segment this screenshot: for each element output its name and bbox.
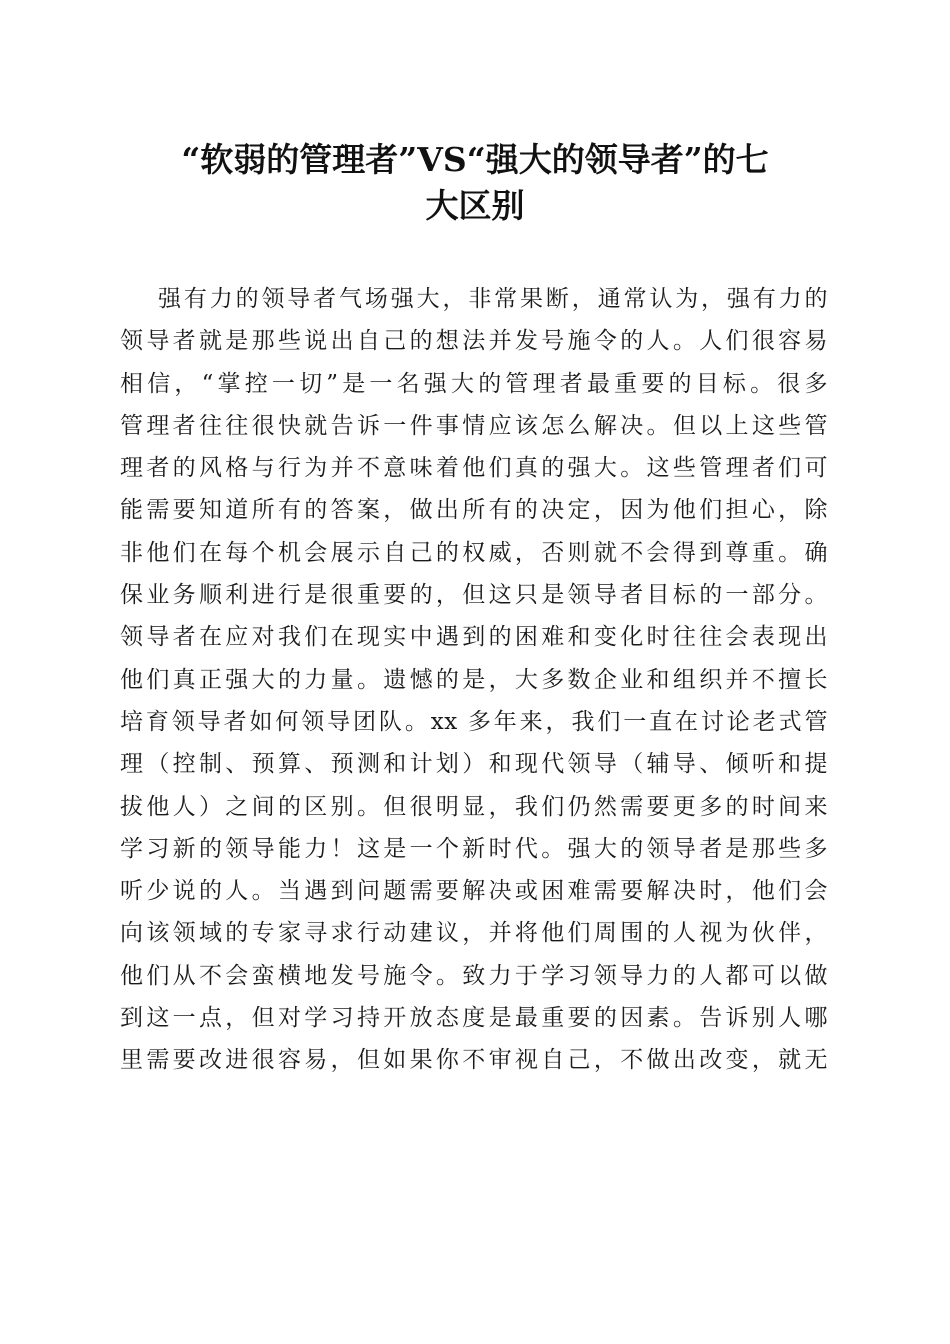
body-line: 管理者往往很快就告诉一件事情应该怎么解决。但以上这些管 bbox=[120, 412, 828, 439]
body-line: 听少说的人。当遇到问题需要解决或困难需要解决时，他们会 bbox=[120, 878, 828, 905]
document-title bbox=[120, 137, 830, 229]
body-line: 强有力的领导者气场强大，非常果断，通常认为，强有力的 bbox=[158, 286, 828, 312]
body-line: 相信，“掌控一切”是一名强大的管理者最重要的目标。很多 bbox=[120, 370, 828, 397]
body-line: 领导者在应对我们在现实中遇到的困难和变化时往往会表现出 bbox=[120, 624, 828, 651]
body-line: 他们从不会蛮横地发号施令。致力于学习领导力的人都可以做 bbox=[120, 962, 828, 989]
body-line: 向该领域的专家寻求行动建议，并将他们周围的人视为伙伴， bbox=[120, 920, 828, 947]
body-line: 能需要知道所有的答案，做出所有的决定，因为他们担心，除 bbox=[120, 497, 828, 524]
body-line: 非他们在每个机会展示自己的权威，否则就不会得到尊重。确 bbox=[120, 539, 828, 566]
title-line-1: “软弱的管理者”VS“强大的领导者”的七 bbox=[181, 140, 769, 179]
title-line-2: 大区别 bbox=[425, 186, 525, 225]
body-line: 理者的风格与行为并不意味着他们真的强大。这些管理者们可 bbox=[120, 455, 828, 482]
body-line: 领导者就是那些说出自己的想法并发号施令的人。人们很容易 bbox=[120, 328, 828, 355]
body-line: 他们真正强大的力量。遗憾的是，大多数企业和组织并不擅长 bbox=[120, 666, 828, 693]
body-line: 到这一点，但对学习持开放态度是最重要的因素。告诉别人哪 bbox=[120, 1005, 828, 1032]
body-line: 理（控制、预算、预测和计划）和现代领导（辅导、倾听和提 bbox=[120, 751, 828, 778]
body-line: 培育领导者如何领导团队。xx 多年来，我们一直在讨论老式管 bbox=[120, 708, 828, 735]
body-line: 学习新的领导能力！这是一个新时代。强大的领导者是那些多 bbox=[120, 835, 828, 862]
body-line: 里需要改进很容易，但如果你不审视自己，不做出改变，就无 bbox=[120, 1047, 828, 1074]
body-line: 拔他人）之间的区别。但很明显，我们仍然需要更多的时间来 bbox=[120, 793, 828, 820]
body-line: 保业务顺利进行是很重要的，但这只是领导者目标的一部分。 bbox=[120, 582, 828, 609]
document-body bbox=[120, 278, 828, 1082]
